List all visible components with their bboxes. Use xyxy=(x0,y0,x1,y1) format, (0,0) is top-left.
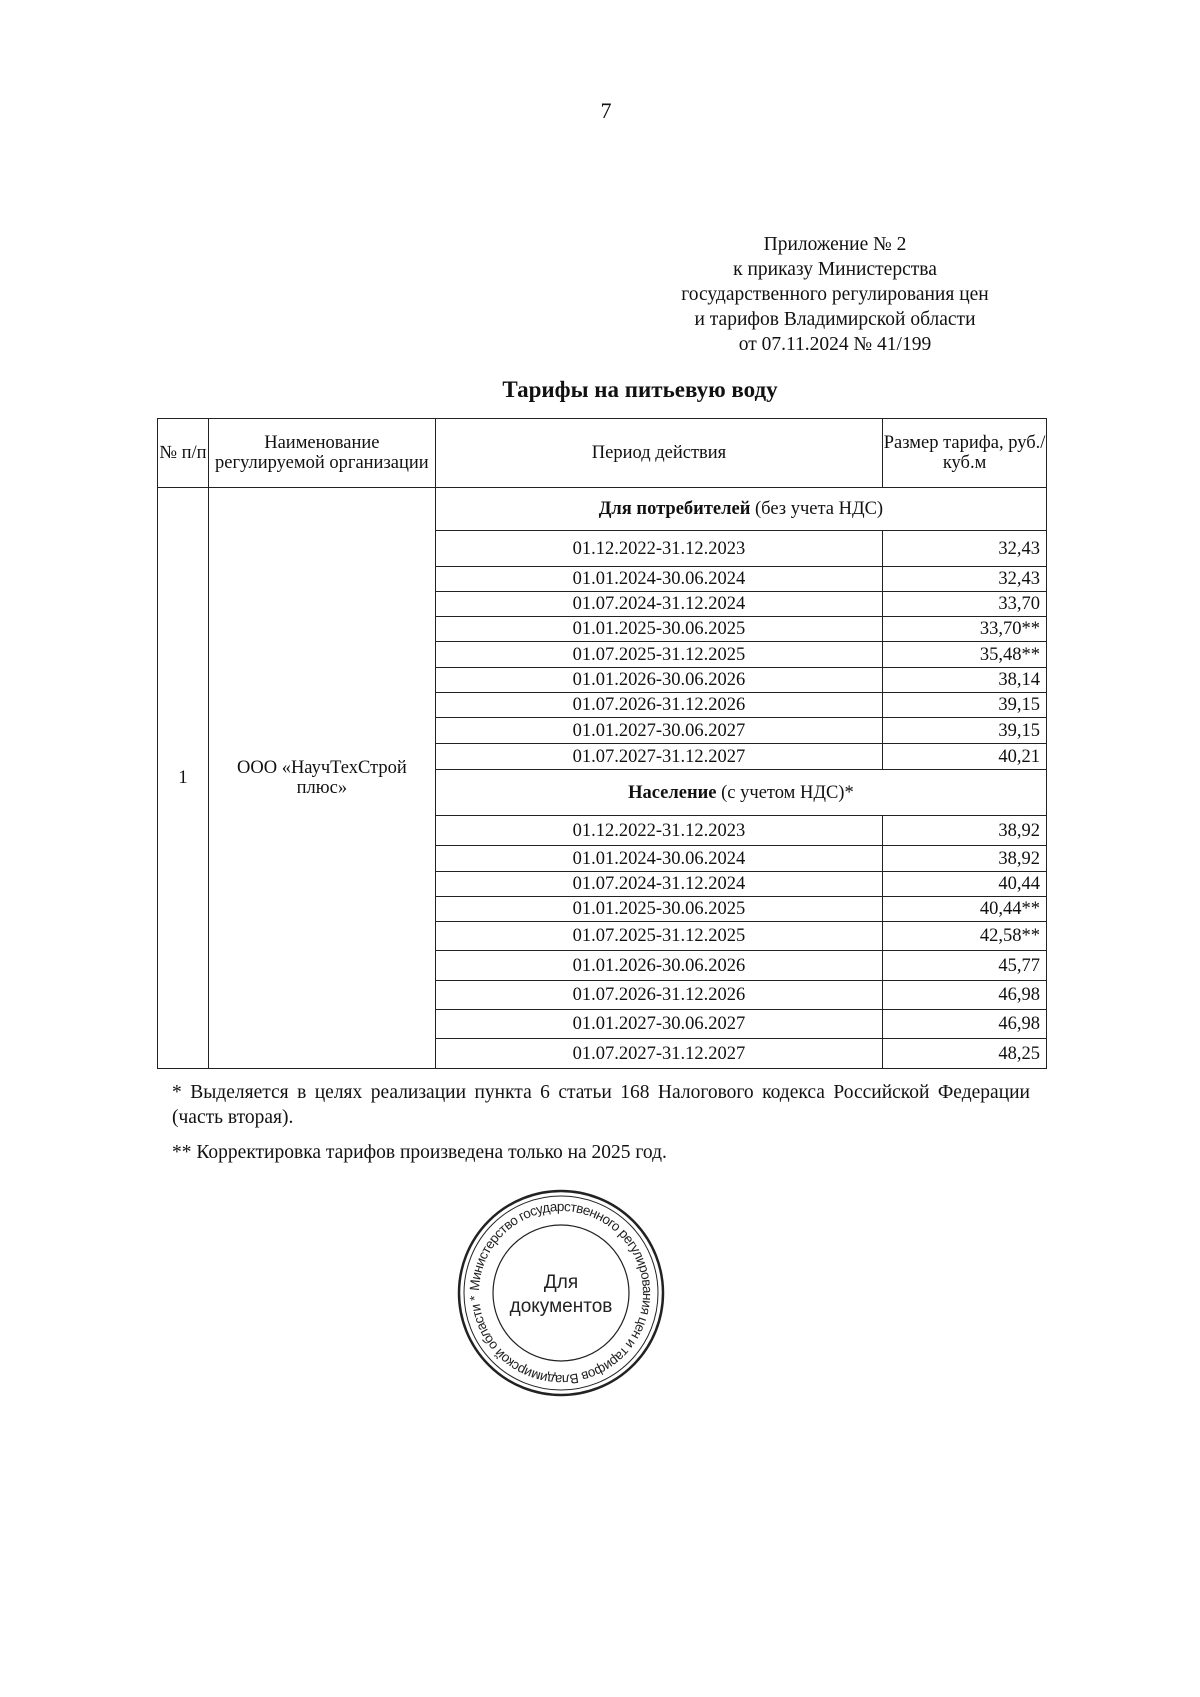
period-cell: 01.01.2026-30.06.2026 xyxy=(435,668,882,693)
tariff-cell: 35,48** xyxy=(883,642,1047,668)
annex-line: Приложение № 2 xyxy=(763,234,907,255)
annex-line: к приказу Министерства xyxy=(733,259,937,280)
footnote: ** Корректировка тарифов произведена только на 2025 год. xyxy=(172,1142,667,1163)
period-cell: 01.07.2025-31.12.2025 xyxy=(435,922,882,951)
tariff-cell: 40,44** xyxy=(883,897,1047,922)
period-cell: 01.12.2022-31.12.2023 xyxy=(435,816,882,846)
section-row xyxy=(158,488,1047,531)
annex-header xyxy=(640,232,1030,357)
period-cell: 01.01.2026-30.06.2026 xyxy=(435,951,882,981)
period-cell: 01.07.2027-31.12.2027 xyxy=(435,744,882,770)
stamp-center-text: Для xyxy=(543,1272,579,1293)
row-number: 1 xyxy=(158,488,209,1069)
footnotes xyxy=(172,1080,1030,1175)
stamp-ring-text: Министерство государственного регулирования цен и тарифов Владимирской области * xyxy=(466,1198,656,1388)
footnote: * Выделяется в целях реализации пункта 6 статьи 168 Налогового кодекса Российской Федерации (часть вторая). xyxy=(172,1082,1030,1128)
tariff-cell: 38,92 xyxy=(883,816,1047,846)
stamp-center-text: документов xyxy=(509,1296,613,1317)
tariff-cell: 32,43 xyxy=(883,567,1047,592)
tariff-cell: 40,44 xyxy=(883,872,1047,897)
document-title: Тарифы на питьевую воду xyxy=(502,377,778,402)
tariff-cell: 38,14 xyxy=(883,668,1047,693)
section-title xyxy=(435,488,1046,531)
section-title-bold: Для потребителей xyxy=(598,499,751,519)
tariff-cell: 38,92 xyxy=(883,846,1047,872)
period-cell: 01.07.2025-31.12.2025 xyxy=(435,642,882,668)
tariff-cell: 32,43 xyxy=(883,531,1047,567)
tariff-cell: 46,98 xyxy=(883,981,1047,1010)
annex-line: и тарифов Владимирской области xyxy=(694,309,976,330)
tariff-cell: 39,15 xyxy=(883,693,1047,718)
header-tariff: Размер тарифа, руб./куб.м xyxy=(883,419,1047,488)
period-cell: 01.01.2024-30.06.2024 xyxy=(435,846,882,872)
table-header-row xyxy=(158,419,1047,488)
period-cell: 01.07.2024-31.12.2024 xyxy=(435,872,882,897)
period-cell: 01.01.2025-30.06.2025 xyxy=(435,897,882,922)
period-cell: 01.01.2027-30.06.2027 xyxy=(435,718,882,744)
header-period: Период действия xyxy=(435,419,882,488)
section-title-rest: (с учетом НДС)* xyxy=(716,782,854,803)
section-title-rest: (без учета НДС) xyxy=(750,499,884,519)
period-cell: 01.01.2024-30.06.2024 xyxy=(435,567,882,592)
tariff-cell: 39,15 xyxy=(883,718,1047,744)
tariff-cell: 33,70** xyxy=(883,617,1047,642)
official-stamp xyxy=(456,1188,666,1398)
period-cell: 01.01.2027-30.06.2027 xyxy=(435,1010,882,1039)
period-cell: 01.07.2024-31.12.2024 xyxy=(435,592,882,617)
section-title xyxy=(435,770,1046,816)
period-cell: 01.07.2026-31.12.2026 xyxy=(435,981,882,1010)
period-cell: 01.07.2026-31.12.2026 xyxy=(435,693,882,718)
tariff-cell: 33,70 xyxy=(883,592,1047,617)
tariff-cell: 46,98 xyxy=(883,1010,1047,1039)
tariff-cell: 42,58** xyxy=(883,922,1047,951)
tariff-cell: 45,77 xyxy=(883,951,1047,981)
tariff-table xyxy=(157,418,1047,1069)
section-title-bold: Население xyxy=(628,782,717,803)
organization-name: ООО «НаучТехСтрой плюс» xyxy=(208,488,435,1069)
period-cell: 01.07.2027-31.12.2027 xyxy=(435,1039,882,1069)
tariff-cell: 48,25 xyxy=(883,1039,1047,1069)
tariff-cell: 40,21 xyxy=(883,744,1047,770)
header-organization: Наименование регулируемой организации xyxy=(208,419,435,488)
period-cell: 01.12.2022-31.12.2023 xyxy=(435,531,882,567)
page-number: 7 xyxy=(600,98,612,123)
header-number: № п/п xyxy=(158,419,209,488)
annex-line: государственного регулирования цен xyxy=(681,284,989,305)
annex-line: от 07.11.2024 № 41/199 xyxy=(738,334,932,355)
period-cell: 01.01.2025-30.06.2025 xyxy=(435,617,882,642)
